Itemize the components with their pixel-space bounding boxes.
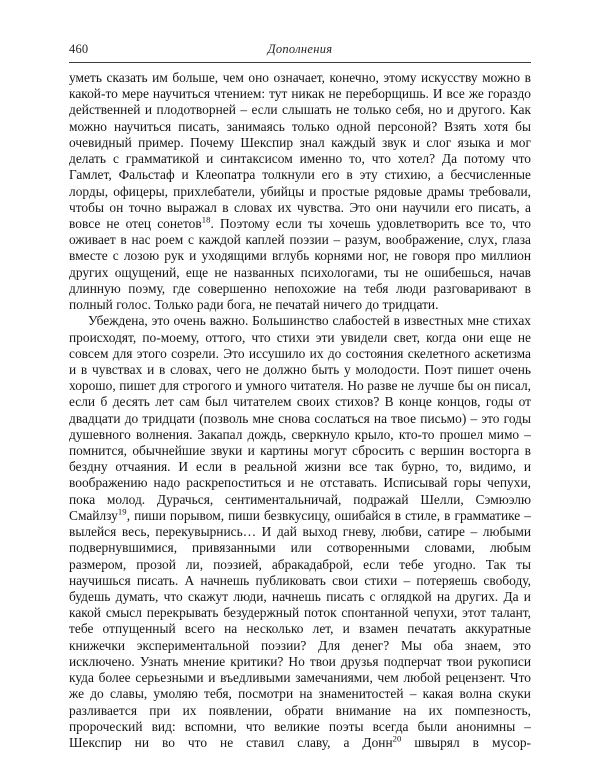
body-text bbox=[69, 70, 531, 751]
running-head bbox=[69, 41, 531, 63]
footnote-reference-18[interactable]: 18 bbox=[201, 214, 211, 225]
page-number: 460 bbox=[69, 42, 89, 56]
running-head-row bbox=[69, 41, 531, 59]
paragraph-2: Убеждена, это очень важно. Большинство слабостей в известных мне стихах происходят, по-моему, оттого, что стихи эти увидели свет, когда они еще не совсем для этого созрели. Это иссушило их до состояния скелетного аскетизма и в чувствах и в словах, чего не должно быть у молодости. Поэт пишет очень хорошо, пишет для строгого и умного читателя. Но разве не лучше бы он писал, если б десять лет сам был читателем своих стихов? В конце концов, годы от двадцати до тридцати (позволь мне снова сослаться на твое письмо) – это годы душевного волнения. Закапал дождь, сверкнуло крыло, кто-то прошел мимо – помнится, обычнейшие звуки и картины могут сбросить с вершин восторга в бездну отчаяния. И если в реальной жизни все так бурно, то, видимо, и воображению надо раскрепоститься и не отставать. Исписывай горы чепухи, пока молод. Дурачься, сентиментальничай, подражай Шелли, Сэмюэлю Смайлзу$^{19}$, пиши порывом, пиши безвкусицу, ошибайся в стиле, в грамматике – вылейся весь, перекувырнись… И дай выход гневу, любви, сатире – любыми подвернувшимися, привязанными или сотворенными словами, любым размером, прозой ли, поэзией, абракадаброй, если тебе угодно. Так ты научишься писать. А начнешь публиковать свои стихи – потеряешь свободу, будешь думать, что скажут люди, начнешь писать с оглядкой на других. Да и какой смысл перекрывать безудержный поток спонтанной чепухи, этот талант, тебе отпущенный всего на несколько лет, и взамен печатать аккуратные книжечки экспериментальной поэзии? Для денег? Мы оба знаем, это исключено. Узнать мнение критики? Но твои друзья подперчат твои рукописи куда более серьезными и въедливыми замечаниями, чем любой рецензент. Что же до славы, умоляю тебя, посмотри на знаменитостей – какая волна скуки разливается при их появлении, обрати внимание на их помпезность, пророческий вид: вспомни, что великие поэты всегда были анонимны – Шекспир ни во что не ставил славу, а Донн$^{20}$ швырял в мусор- bbox=[69, 313, 531, 750]
header-divider bbox=[69, 62, 531, 63]
footnote-reference-19[interactable]: 19 bbox=[117, 506, 127, 517]
footnote-reference-20[interactable]: 20 bbox=[392, 733, 402, 744]
paragraph-1: уметь сказать им больше, чем оно означает, конечно, этому искусству можно в какой-то мере научиться чтением: тут никак не переборщишь. И все же гораздо действенней и плодотворней – если слышать не только себя, но и другого. Как можно научиться писать, занимаясь только одной персоной? Взять хотя бы очевидный пример. Почему Шекспир знал каждый звук и слог языка и мог делать с грамматикой и синтаксисом именно то, что хотел? Да потому что Гамлет, Фальстаф и Клеопатра толкнули его в эту стихию, а бесчисленные лорды, офицеры, прихлебатели, убийцы и простые рядовые драмы требовали, чтобы он точно выражал в словах их чувства. Это они научили его писать, а вовсе не отец сонетов$^{18}$. Поэтому если ты хочешь удовлетворить все то, что оживает в нас роем с каждой каплей поэзии – разум, воображение, слух, глаза вместе с лозою рук и уходящими вглубь корнями ног, не говоря про миллион других ощущений, еще не названных психологами, ты не ошибешься, начав длинную поэму, где совершенно непохожие на тебя люди разговаривают в полный голос. Только ради бога, не печатай ничего до тридцати. bbox=[69, 70, 531, 313]
running-title: Дополнения bbox=[267, 42, 333, 56]
